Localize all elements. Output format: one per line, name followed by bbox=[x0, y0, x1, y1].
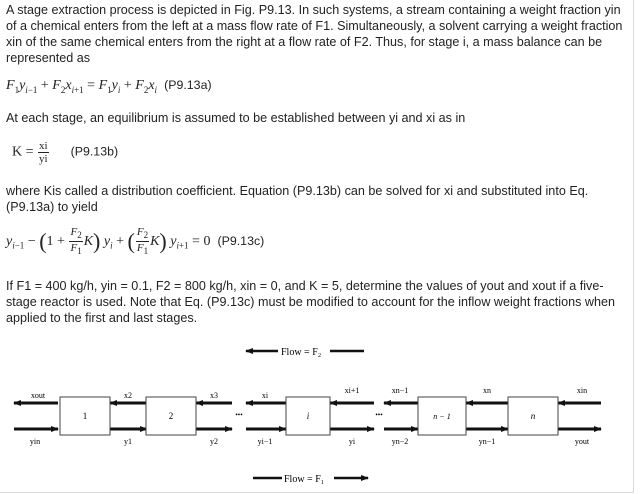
label-xi: xi bbox=[261, 391, 269, 400]
distribution-paragraph: where Kis called a distribution coefficient. Equation (P9.13b) can be solved for xi and substituted into Eq. (P9.13a) to yield bbox=[6, 184, 589, 214]
label-x2: x2 bbox=[124, 391, 132, 400]
equation-p913c-tag: (P9.13c) bbox=[217, 233, 265, 248]
label-x-in: xin bbox=[576, 386, 588, 395]
label-yi-minus-1: yi−1 bbox=[257, 437, 273, 446]
equation-p913b-tag: (P9.13b) bbox=[70, 144, 119, 159]
ellipsis-left: ••• bbox=[235, 411, 243, 419]
stage-label-1: 1 bbox=[82, 411, 88, 421]
flow-bottom-label: Flow = F₁ bbox=[284, 474, 325, 485]
equation-p913a: $F_1y_{i-1} + F_2x_{i+1} = F_1y_i + F_2x_i$ (P9.13a) bbox=[6, 78, 212, 95]
equation-p913a-tag: (P9.13a) bbox=[164, 78, 212, 92]
label-y1: y1 bbox=[124, 437, 132, 446]
label-yi: yi bbox=[348, 437, 356, 446]
label-y2: y2 bbox=[210, 437, 218, 446]
stage-label-n: n bbox=[530, 411, 536, 421]
label-xi-plus-1: xi+1 bbox=[344, 386, 360, 395]
label-x-out: xout bbox=[30, 391, 46, 400]
flow-bottom-indicator bbox=[253, 474, 368, 485]
equation-p913b-numerator: xi bbox=[39, 140, 48, 152]
label-x3: x3 bbox=[210, 391, 218, 400]
label-xn: xn bbox=[483, 386, 491, 395]
stage-label-2: 2 bbox=[168, 411, 174, 421]
flow-top-indicator bbox=[246, 347, 364, 358]
equation-p913b-lhs: K = bbox=[12, 144, 34, 160]
ellipsis-right: ••• bbox=[375, 411, 383, 419]
label-y-in: yin bbox=[29, 437, 41, 446]
equation-p913c: $y_{i-1} - (1$ + $\frac{F_2}{F_1}$ K) $y_i$ + ( $\frac{F_2}{F_1}$ K) $y_{i+1} = 0$ (P9.13c) bbox=[6, 226, 265, 257]
given-paragraph: If F1 = 400 kg/h, yin = 0.1, F2 = 800 kg/h, xin = 0, and K = 5, determine the values of yout and xout if a five-stage reactor is used. Note that Eq. (P9.13c) must be modified to account for the inflow weight fractions when applied to the first and last stages. bbox=[6, 279, 616, 325]
label-yn-minus-1: yn−1 bbox=[478, 437, 496, 446]
equation-p913b-denominator: yi bbox=[39, 153, 48, 165]
label-yn-minus-2: yn−2 bbox=[391, 437, 409, 446]
flow-top-label: Flow = F₂ bbox=[281, 347, 322, 358]
label-xn-minus-1: xn−1 bbox=[391, 386, 409, 395]
stage-label-i: i bbox=[306, 411, 310, 421]
intro-paragraph: A stage extraction process is depicted in Fig. P9.13. In such systems, a stream containing a weight fraction yin of a chemical enters from the left at a mass flow rate of F1. Simultaneously, a solvent carrying a weight fraction xin of the same chemical enters from the right at a flow rate of F2. Thus, for stage i, a mass balance can be represented as bbox=[6, 3, 623, 65]
label-y-out: yout bbox=[574, 437, 590, 446]
equilibrium-paragraph: At each stage, an equilibrium is assumed to be established between yi and xi as in bbox=[6, 111, 466, 125]
stage-label-n-minus-1: n − 1 bbox=[433, 412, 451, 421]
